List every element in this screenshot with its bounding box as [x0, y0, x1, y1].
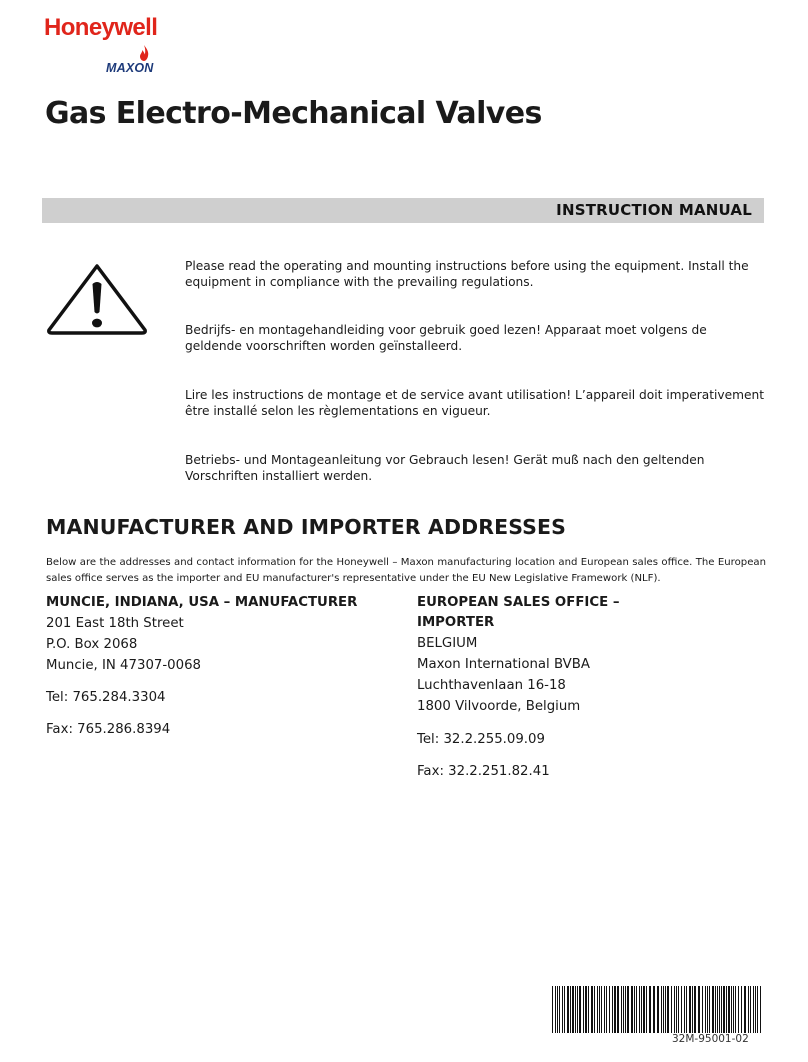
barcode-bar — [760, 986, 761, 1033]
maxon-logo — [106, 44, 188, 76]
warning-text-de: Betriebs- und Montageanleitung vor Gebrauch lesen! Gerät muß nach den geltenden Vorschriften installiert werden. — [185, 453, 705, 483]
barcode-bar — [583, 986, 584, 1033]
barcode-bar — [707, 986, 708, 1033]
barcode-bar — [684, 986, 685, 1033]
barcode-bar — [621, 986, 622, 1033]
importer-fax: Fax: 32.2.251.82.41 — [417, 764, 550, 779]
barcode-bar — [634, 986, 635, 1033]
barcode-bar — [570, 986, 571, 1033]
manufacturer-fax: Fax: 765.286.8394 — [46, 722, 171, 737]
barcode-bar — [643, 986, 645, 1033]
barcode-bar — [617, 986, 619, 1033]
barcode-bar — [681, 986, 682, 1033]
barcode-bar — [726, 986, 727, 1033]
barcode-bar — [564, 986, 565, 1033]
barcode-bar — [671, 986, 672, 1033]
barcode-bar — [738, 986, 739, 1033]
barcode-bar — [735, 986, 736, 1033]
barcode-bar — [717, 986, 718, 1033]
importer-address — [417, 593, 757, 782]
barcode-bar — [623, 986, 624, 1033]
barcode-bar — [552, 986, 553, 1033]
warning-text-en: Please read the operating and mounting instructions before using the equipment. Install the equipment in compliance with the prevailing regulations. — [185, 259, 749, 289]
addresses-heading: MANUFACTURER AND IMPORTER ADDRESSES — [46, 515, 566, 539]
barcode-bar — [731, 986, 732, 1033]
barcode-bar — [612, 986, 613, 1033]
barcode-bar — [649, 986, 651, 1033]
barcode-bar — [665, 986, 666, 1033]
barcode-bar — [627, 986, 629, 1033]
barcode-bar — [562, 986, 563, 1033]
instruction-manual-bar — [42, 198, 764, 223]
barcode-bar — [744, 986, 746, 1033]
barcode-bar — [757, 986, 758, 1033]
barcode-bar — [559, 986, 560, 1033]
barcode-bar — [599, 986, 600, 1033]
document-number: 32M-95001-02 — [672, 1033, 749, 1045]
barcode-bar — [594, 986, 595, 1033]
barcode-bar — [674, 986, 675, 1033]
barcode-bar — [712, 986, 714, 1033]
importer-tel: Tel: 32.2.255.09.09 — [417, 732, 545, 747]
barcode-bar — [748, 986, 749, 1033]
barcode-bar — [614, 986, 616, 1033]
barcode-bar — [636, 986, 637, 1033]
barcode-bar — [653, 986, 655, 1033]
barcode-bar — [555, 986, 556, 1033]
barcode-bar — [646, 986, 647, 1033]
page-title: Gas Electro-Mechanical Valves — [45, 96, 542, 131]
barcode-bar — [588, 986, 589, 1033]
barcode-bar — [723, 986, 725, 1033]
barcode-bar — [694, 986, 696, 1033]
barcode-bar — [567, 986, 569, 1033]
barcode — [551, 986, 764, 1033]
barcode-bar — [676, 986, 677, 1033]
manufacturer-tel: Tel: 765.284.3304 — [46, 690, 166, 705]
barcode-bar — [606, 986, 607, 1033]
barcode-bar — [575, 986, 576, 1033]
importer-heading-line1: EUROPEAN SALES OFFICE – — [417, 595, 620, 610]
manufacturer-heading: MUNCIE, INDIANA, USA – MANUFACTURER — [46, 595, 358, 610]
addresses-intro: Below are the addresses and contact information for the Honeywell – Maxon manufacturing location and European sales office. The European sales office serves as the importer and EU manufacturer's representative under the EU New Legislative Framework (NLF). — [46, 557, 766, 584]
barcode-bar — [709, 986, 710, 1033]
barcode-bar — [741, 986, 742, 1033]
manufacturer-po-box: P.O. Box 2068 — [46, 637, 138, 652]
barcode-bar — [557, 986, 558, 1033]
warning-text-nl: Bedrijfs- en montagehandleiding voor gebruik goed lezen! Apparaat moet volgens de geldende voorschriften worden geïnstalleerd. — [185, 323, 707, 353]
barcode-bar — [755, 986, 756, 1033]
barcode-bar — [705, 986, 706, 1033]
barcode-bar — [597, 986, 598, 1033]
barcode-bar — [601, 986, 602, 1033]
warning-triangle-icon — [45, 262, 149, 336]
importer-street: Luchthavenlaan 16-18 — [417, 678, 566, 693]
barcode-bar — [689, 986, 691, 1033]
importer-city: 1800 Vilvoorde, Belgium — [417, 699, 581, 714]
barcode-bar — [609, 986, 610, 1033]
barcode-bar — [577, 986, 578, 1033]
barcode-bar — [641, 986, 642, 1033]
barcode-bar — [715, 986, 716, 1033]
barcode-bar — [661, 986, 662, 1033]
barcode-bar — [753, 986, 754, 1033]
manufacturer-street: 201 East 18th Street — [46, 616, 184, 631]
barcode-bar — [667, 986, 669, 1033]
bar-label: INSTRUCTION MANUAL — [556, 201, 752, 219]
barcode-bar — [579, 986, 581, 1033]
barcode-bar — [728, 986, 730, 1033]
barcode-bar — [692, 986, 693, 1033]
manufacturer-address — [46, 593, 386, 740]
barcode-bar — [678, 986, 679, 1033]
manufacturer-city: Muncie, IN 47307-0068 — [46, 658, 201, 673]
barcode-bar — [585, 986, 587, 1033]
importer-heading-line2: IMPORTER — [417, 615, 495, 630]
barcode-bar — [733, 986, 734, 1033]
barcode-bar — [657, 986, 659, 1033]
warning-text-fr: Lire les instructions de montage et de service avant utilisation! L’appareil doit imperativement être installé selon les règlementations en vigueur. — [185, 388, 764, 418]
importer-company: Maxon International BVBA — [417, 657, 590, 672]
barcode-bar — [663, 986, 664, 1033]
importer-country: BELGIUM — [417, 636, 478, 651]
barcode-bar — [639, 986, 640, 1033]
barcode-bar — [698, 986, 700, 1033]
barcode-bar — [604, 986, 605, 1033]
barcode-bar — [686, 986, 687, 1033]
barcode-bar — [719, 986, 720, 1033]
barcode-bar — [702, 986, 703, 1033]
barcode-bar — [721, 986, 722, 1033]
honeywell-logo: Honeywell — [44, 14, 158, 41]
barcode-bar — [572, 986, 574, 1033]
barcode-bar — [631, 986, 633, 1033]
barcode-bar — [625, 986, 626, 1033]
maxon-wordmark: MAXON — [106, 61, 154, 75]
barcode-bar — [591, 986, 593, 1033]
barcode-bar — [750, 986, 751, 1033]
